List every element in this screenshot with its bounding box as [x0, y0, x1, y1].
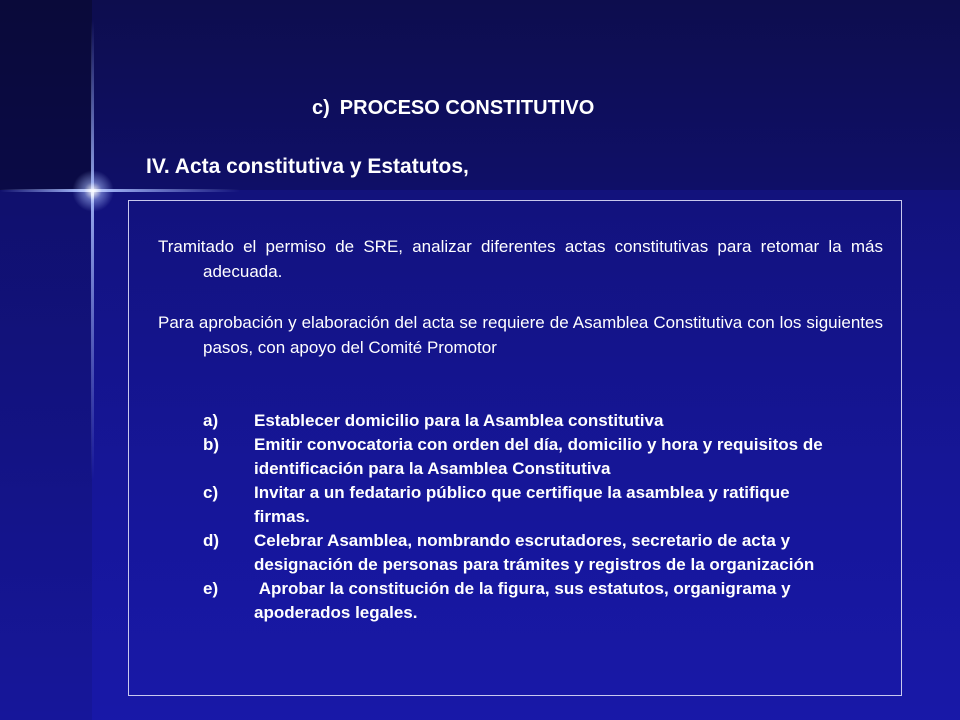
sparkle-horizontal-ray	[0, 189, 240, 192]
paragraph-sre-permit: Tramitado el permiso de SRE, analizar diferentes actas constitutivas para retomar la más adecuada.	[158, 237, 883, 281]
step-item	[203, 577, 843, 625]
slide-subheading: IV. Acta constitutiva y Estatutos,	[146, 155, 469, 178]
heading-text: PROCESO CONSTITUTIVO	[339, 97, 595, 119]
step-letter: e)	[203, 579, 219, 598]
step-item	[203, 529, 843, 577]
step-text: Celebrar Asamblea, nombrando escrutadores, secretario de acta y designación de personas para trámites y registros de la organización	[254, 531, 815, 574]
slide-heading	[312, 97, 594, 120]
steps-list	[203, 409, 843, 625]
sparkle-glow-icon	[72, 170, 114, 212]
step-text: Invitar a un fedatario público que certifique la asamblea y ratifique firmas.	[254, 483, 790, 526]
sparkle-vertical-ray	[91, 20, 94, 480]
paragraph-assembly-requirements: Para aprobación y elaboración del acta se requiere de Asamblea Constitutiva con los siguientes pasos, con apoyo del Comité Promotor	[158, 313, 883, 357]
heading-label: c)	[312, 97, 330, 119]
step-text: Emitir convocatoria con orden del día, domicilio y hora y requisitos de identificación para la Asamblea Constitutiva	[254, 435, 823, 478]
step-item	[203, 481, 843, 529]
step-letter: d)	[203, 531, 220, 550]
step-letter: c)	[203, 483, 219, 502]
step-item	[203, 433, 843, 481]
step-letter: b)	[203, 435, 220, 454]
step-letter: a)	[203, 411, 219, 430]
step-text: Establecer domicilio para la Asamblea constitutiva	[254, 411, 664, 430]
step-text: Aprobar la constitución de la figura, sus estatutos, organigrama y apoderados legales.	[254, 579, 796, 622]
step-item	[203, 409, 843, 433]
